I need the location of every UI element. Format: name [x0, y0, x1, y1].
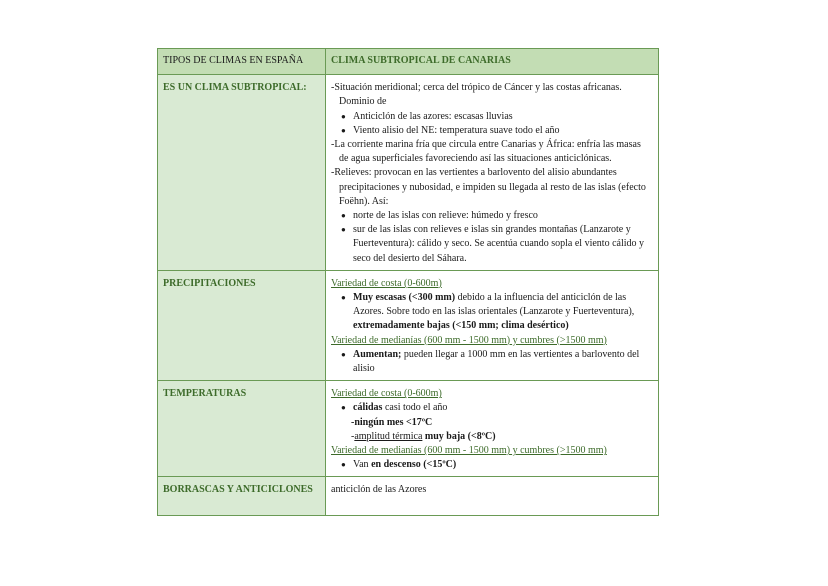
list-item	[353, 291, 653, 334]
section-link[interactable]: Variedad de costa (0-600m)	[331, 277, 442, 289]
list-item: ● sur de las islas con relieves e islas sin grandes montañas (Lanzarote y Fuerteventura): cálido y seco. Se acentúa cuando sopla el viento cálido y seco del desierto del Sáhara.	[353, 223, 653, 266]
bold-text: -ningún mes <17ºC	[351, 416, 433, 428]
row-content-subtropical	[326, 75, 659, 271]
text: Van	[353, 459, 372, 471]
row-label-precipitaciones: PRECIPITACIONES	[158, 270, 326, 380]
amplitud-link[interactable]: amplitud térmica	[354, 430, 423, 442]
row-content-temperaturas	[326, 381, 659, 477]
bullet-list	[331, 291, 653, 334]
bold-text: en descenso (<15ºC)	[371, 459, 457, 471]
paragraph: -Situación meridional; cerca del trópico de Cáncer y las costas africanas.	[331, 82, 622, 94]
table-row-subtropical	[158, 75, 659, 271]
header-right-cell: CLIMA SUBTROPICAL DE CANARIAS	[326, 49, 659, 75]
bold-text: cálidas	[353, 402, 383, 414]
row-label-temperaturas: TEMPERATURAS	[158, 381, 326, 477]
sub-line	[331, 430, 653, 444]
row-content-borrascas: anticiclón de las Azores	[326, 477, 659, 516]
climate-table	[157, 48, 659, 516]
text: debido a la influencia del anticiclón de las Azores. Sobre todo en las islas orientales (Lanzarote y Fuerteventura),	[353, 292, 635, 318]
table-row-borrascas	[158, 477, 659, 516]
section-link[interactable]: Variedad de costa (0-600m)	[331, 388, 442, 400]
list-item: ● Anticiclón de las azores: escasas lluvias	[353, 110, 653, 124]
bullet-list	[331, 209, 653, 266]
paragraph: -La corriente marina fría que circula entre Canarias y África: enfría las masas	[331, 139, 641, 151]
bold-text: Muy escasas (<300 mm)	[353, 292, 456, 304]
row-label-subtropical: ES UN CLIMA SUBTROPICAL:	[158, 75, 326, 271]
table-row-temperaturas	[158, 381, 659, 477]
text: casi todo el año	[382, 402, 448, 414]
text: pueden llegar a 1000 mm en las vertientes a barlovento del alisio	[353, 348, 640, 375]
row-label-borrascas: BORRASCAS Y ANTICICLONES	[158, 477, 326, 516]
row-content-precipitaciones	[326, 270, 659, 380]
sub-line	[331, 416, 653, 430]
bullet-list	[331, 110, 653, 138]
paragraph: precipitaciones y nubosidad, e impiden su llegada al resto de las islas (efecto	[339, 181, 646, 193]
list-item	[353, 458, 653, 472]
section-link[interactable]: Variedad de medianías (600 mm - 1500 mm) y cumbres (>1500 mm)	[331, 334, 607, 346]
paragraph: de agua superficiales favoreciendo así las situaciones anticiclónicas.	[339, 153, 612, 165]
bullet-list	[331, 401, 653, 415]
bullet-list	[331, 348, 653, 376]
bullet-list	[331, 458, 653, 472]
list-item	[353, 348, 653, 376]
paragraph: Dominio de	[339, 96, 387, 108]
list-item: ● Viento alisio del NE: temperatura suave todo el año	[353, 124, 653, 138]
bold-text: muy baja (<8ºC)	[422, 430, 496, 442]
list-item: ● norte de las islas con relieve: húmedo y fresco	[353, 209, 653, 223]
bold-text: extremadamente bajas (<150 mm; clima desértico)	[353, 320, 569, 332]
paragraph: -Relieves: provocan en las vertientes a barlovento del alisio abundantes	[331, 167, 617, 179]
text: -	[351, 430, 355, 442]
table-header-row	[158, 49, 659, 75]
table-row-precipitaciones	[158, 270, 659, 380]
list-item	[353, 401, 653, 415]
bold-text: Aumentan;	[353, 348, 402, 360]
header-left-cell: TIPOS DE CLIMAS EN ESPAÑA	[158, 49, 326, 75]
paragraph: Foëhn). Así:	[339, 195, 389, 207]
section-link[interactable]: Variedad de medianías (600 mm - 1500 mm) y cumbres (>1500 mm)	[331, 445, 607, 457]
